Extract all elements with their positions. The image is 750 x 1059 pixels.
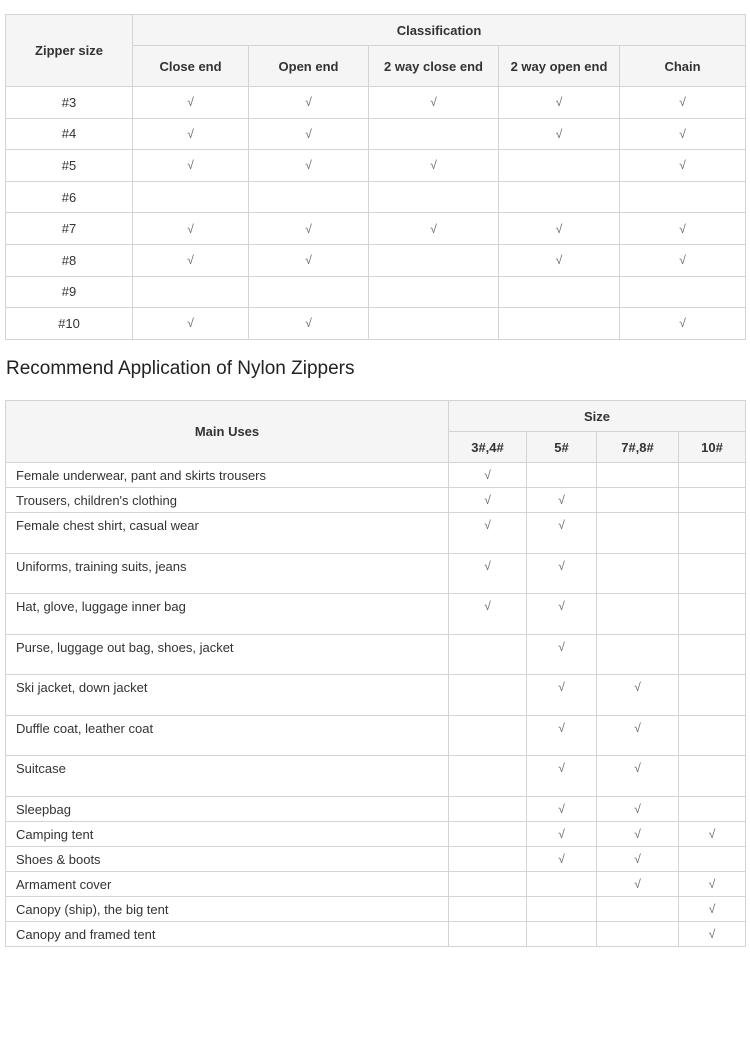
table-row — [6, 796, 746, 821]
table-row — [6, 846, 746, 871]
size-column-header: 7#,8# — [597, 432, 679, 463]
check-cell — [527, 463, 597, 488]
check-cell — [597, 553, 679, 594]
check-cell — [369, 244, 499, 276]
main-use-cell: Female chest shirt, casual wear — [6, 513, 449, 554]
table-row — [6, 150, 746, 182]
check-cell — [679, 846, 746, 871]
check-cell — [449, 756, 527, 797]
check-cell — [449, 896, 527, 921]
table-row — [6, 553, 746, 594]
main-use-cell: Armament cover — [6, 871, 449, 896]
main-use-cell: Canopy and framed tent — [6, 921, 449, 946]
table-row — [6, 276, 746, 308]
check-cell: √ — [133, 118, 249, 150]
check-cell: √ — [249, 213, 369, 245]
check-cell — [597, 921, 679, 946]
check-cell: √ — [620, 244, 746, 276]
check-cell — [449, 846, 527, 871]
section-heading: Recommend Application of Nylon Zippers — [6, 358, 355, 379]
check-cell: √ — [597, 756, 679, 797]
check-cell: √ — [249, 118, 369, 150]
check-cell — [679, 715, 746, 756]
table-row — [6, 871, 746, 896]
check-cell: √ — [597, 871, 679, 896]
check-cell: √ — [369, 150, 499, 182]
main-use-cell: Uniforms, training suits, jeans — [6, 553, 449, 594]
check-cell: √ — [527, 594, 597, 635]
table-row — [6, 921, 746, 946]
table-row — [6, 213, 746, 245]
check-cell: √ — [620, 308, 746, 340]
check-cell: √ — [620, 87, 746, 119]
check-cell — [133, 276, 249, 308]
check-cell: √ — [499, 87, 620, 119]
check-cell — [679, 513, 746, 554]
check-cell — [449, 871, 527, 896]
check-cell: √ — [597, 796, 679, 821]
zipper-size-cell: #5 — [6, 150, 133, 182]
check-cell: √ — [620, 150, 746, 182]
classification-header: Classification — [133, 15, 746, 46]
check-cell: √ — [597, 675, 679, 716]
check-cell — [597, 634, 679, 675]
check-cell — [369, 276, 499, 308]
check-cell: √ — [527, 821, 597, 846]
check-cell: √ — [133, 308, 249, 340]
check-cell — [133, 181, 249, 213]
check-cell: √ — [620, 213, 746, 245]
check-cell — [679, 796, 746, 821]
check-cell: √ — [499, 244, 620, 276]
column-header: 2 way open end — [499, 46, 620, 87]
check-cell: √ — [527, 488, 597, 513]
check-cell: √ — [527, 796, 597, 821]
check-cell: √ — [133, 150, 249, 182]
table-row — [6, 634, 746, 675]
nylon-zipper-application-table — [5, 400, 746, 947]
main-uses-header: Main Uses — [6, 401, 449, 463]
check-cell — [369, 118, 499, 150]
check-cell — [249, 181, 369, 213]
main-use-cell: Suitcase — [6, 756, 449, 797]
check-cell: √ — [449, 553, 527, 594]
check-cell: √ — [449, 488, 527, 513]
table-row — [6, 244, 746, 276]
table-row — [6, 896, 746, 921]
table-row — [6, 513, 746, 554]
check-cell — [527, 896, 597, 921]
check-cell: √ — [597, 715, 679, 756]
size-column-header: 5# — [527, 432, 597, 463]
table-row — [6, 87, 746, 119]
check-cell — [449, 715, 527, 756]
check-cell — [369, 308, 499, 340]
main-use-cell: Sleepbag — [6, 796, 449, 821]
main-use-cell: Female underwear, pant and skirts trousers — [6, 463, 449, 488]
zipper-size-cell: #8 — [6, 244, 133, 276]
check-cell — [679, 488, 746, 513]
zipper-size-cell: #9 — [6, 276, 133, 308]
check-cell: √ — [679, 871, 746, 896]
table-row — [6, 181, 746, 213]
check-cell — [449, 796, 527, 821]
check-cell — [679, 634, 746, 675]
table-row — [6, 118, 746, 150]
table-row — [6, 756, 746, 797]
zipper-size-header: Zipper size — [6, 15, 133, 87]
check-cell: √ — [620, 118, 746, 150]
check-cell: √ — [527, 634, 597, 675]
check-cell: √ — [679, 921, 746, 946]
check-cell — [249, 276, 369, 308]
column-header: Open end — [249, 46, 369, 87]
check-cell — [620, 276, 746, 308]
table-row — [6, 675, 746, 716]
main-use-cell: Camping tent — [6, 821, 449, 846]
check-cell: √ — [249, 150, 369, 182]
check-cell — [527, 921, 597, 946]
check-cell — [449, 634, 527, 675]
size-header: Size — [449, 401, 746, 432]
main-use-cell: Hat, glove, luggage inner bag — [6, 594, 449, 635]
check-cell — [597, 896, 679, 921]
check-cell: √ — [679, 896, 746, 921]
zipper-size-cell: #3 — [6, 87, 133, 119]
check-cell: √ — [249, 87, 369, 119]
column-header: 2 way close end — [369, 46, 499, 87]
check-cell: √ — [527, 675, 597, 716]
check-cell — [449, 675, 527, 716]
check-cell: √ — [679, 821, 746, 846]
check-cell — [449, 921, 527, 946]
main-use-cell: Duffle coat, leather coat — [6, 715, 449, 756]
check-cell: √ — [527, 715, 597, 756]
zipper-size-cell: #4 — [6, 118, 133, 150]
check-cell: √ — [597, 846, 679, 871]
check-cell — [499, 150, 620, 182]
zipper-size-cell: #6 — [6, 181, 133, 213]
check-cell — [597, 513, 679, 554]
main-use-cell: Purse, luggage out bag, shoes, jacket — [6, 634, 449, 675]
check-cell — [499, 181, 620, 213]
check-cell: √ — [449, 463, 527, 488]
check-cell: √ — [133, 213, 249, 245]
table-row — [6, 488, 746, 513]
main-use-cell: Ski jacket, down jacket — [6, 675, 449, 716]
check-cell — [527, 871, 597, 896]
check-cell — [620, 181, 746, 213]
check-cell — [679, 675, 746, 716]
check-cell: √ — [527, 513, 597, 554]
check-cell — [679, 463, 746, 488]
check-cell: √ — [527, 756, 597, 797]
check-cell — [679, 553, 746, 594]
main-use-cell: Trousers, children's clothing — [6, 488, 449, 513]
zipper-classification-table — [5, 14, 746, 340]
check-cell: √ — [499, 118, 620, 150]
table-row — [6, 821, 746, 846]
check-cell: √ — [499, 213, 620, 245]
check-cell — [679, 756, 746, 797]
check-cell: √ — [249, 244, 369, 276]
column-header: Chain — [620, 46, 746, 87]
check-cell — [679, 594, 746, 635]
table-row — [6, 463, 746, 488]
check-cell — [597, 488, 679, 513]
check-cell: √ — [133, 244, 249, 276]
table-row — [6, 308, 746, 340]
check-cell — [499, 308, 620, 340]
check-cell: √ — [249, 308, 369, 340]
check-cell: √ — [133, 87, 249, 119]
check-cell: √ — [527, 553, 597, 594]
check-cell: √ — [369, 87, 499, 119]
table-row — [6, 594, 746, 635]
main-use-cell: Canopy (ship), the big tent — [6, 896, 449, 921]
check-cell: √ — [527, 846, 597, 871]
check-cell — [369, 181, 499, 213]
check-cell — [449, 821, 527, 846]
check-cell: √ — [597, 821, 679, 846]
column-header: Close end — [133, 46, 249, 87]
main-use-cell: Shoes & boots — [6, 846, 449, 871]
check-cell — [597, 463, 679, 488]
size-column-header: 3#,4# — [449, 432, 527, 463]
check-cell: √ — [369, 213, 499, 245]
table-row — [6, 715, 746, 756]
check-cell: √ — [449, 594, 527, 635]
check-cell — [499, 276, 620, 308]
zipper-size-cell: #10 — [6, 308, 133, 340]
check-cell — [597, 594, 679, 635]
zipper-size-cell: #7 — [6, 213, 133, 245]
check-cell: √ — [449, 513, 527, 554]
size-column-header: 10# — [679, 432, 746, 463]
